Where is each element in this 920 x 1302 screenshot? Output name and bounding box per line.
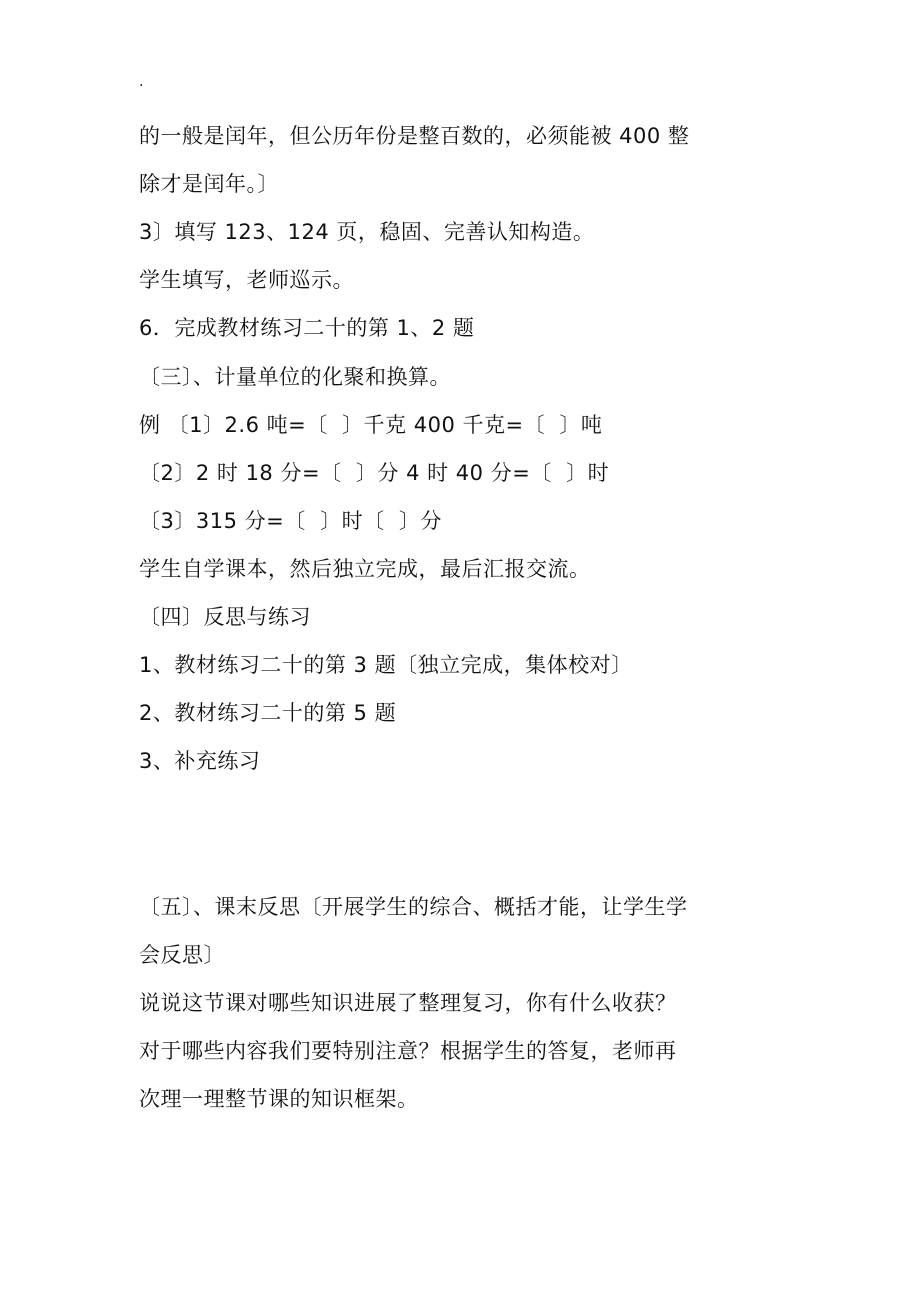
text-line: 〔2〕2 时 18 分=〔 〕分 4 时 40 分=〔 〕时 (139, 461, 610, 485)
list-item: 1、教材练习二十的第 3 题〔独立完成，集体校对〕 (139, 653, 633, 677)
text-line: 会反思〕 (139, 943, 225, 967)
text-line: 对于哪些内容我们要特别注意？根据学生的答复，老师再 (139, 1039, 677, 1063)
text-line: 例 〔1〕2.6 吨=〔 〕千克 400 千克=〔 〕吨 (139, 413, 603, 437)
section-heading: 〔五〕、课末反思〔开展学生的综合、概括才能，让学生学 (139, 895, 688, 919)
text-line: 除才是闰年。〕 (139, 172, 279, 196)
page-marker: . (139, 74, 144, 90)
text-line: 学生自学课本，然后独立完成，最后汇报交流。 (139, 557, 591, 581)
text-line: 〔3〕315 分=〔 〕时〔 〕分 (139, 509, 442, 533)
text-line: 的一般是闰年，但公历年份是整百数的，必须能被 400 整 (139, 124, 690, 148)
section-heading: 〔四〕反思与练习 (139, 605, 311, 629)
text-line: 6．完成教材练习二十的第 1、2 题 (139, 316, 475, 340)
text-line: 学生填写，老师巡示。 (139, 268, 354, 292)
list-item: 3、补充练习 (139, 749, 261, 773)
list-item: 2、教材练习二十的第 5 题 (139, 701, 397, 725)
text-line: 说说这节课对哪些知识进展了整理复习，你有什么收获？ (139, 991, 677, 1015)
section-heading: 〔三〕、计量单位的化聚和换算。 (139, 365, 451, 389)
text-line: 次理一理整节课的知识框架。 (139, 1087, 419, 1111)
text-line: 3〕填写 123、124 页，稳固、完善认知构造。 (139, 220, 595, 244)
